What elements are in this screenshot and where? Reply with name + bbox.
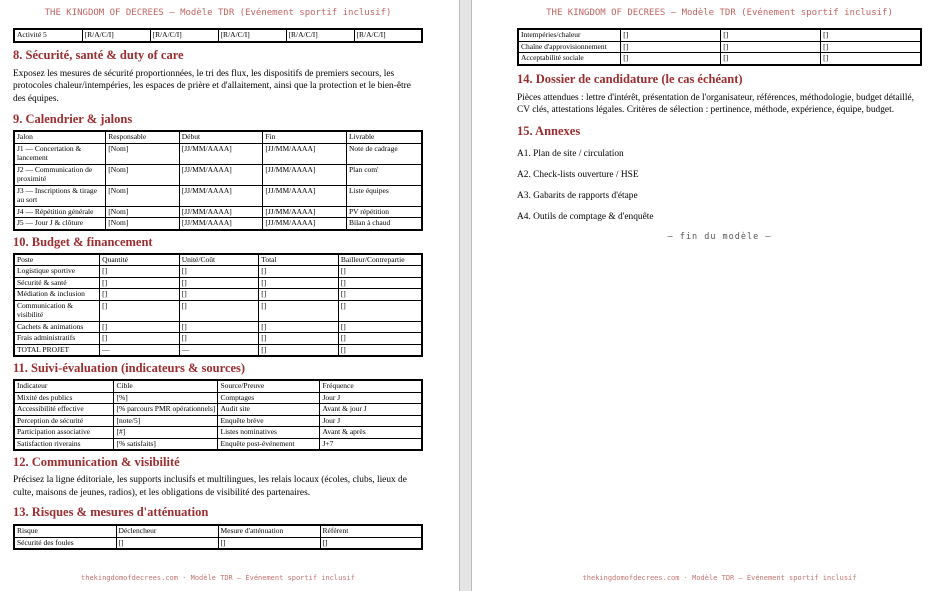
page-gap-divider	[459, 0, 472, 591]
table-cell: [JJ/MM/AAAA]	[179, 185, 263, 206]
table-header-cell: Poste	[14, 254, 100, 266]
table-cell: Communication & visibilité	[14, 300, 100, 321]
table-row	[14, 218, 422, 230]
document-page-right	[472, 0, 936, 591]
table-cell: Comptages	[218, 392, 320, 404]
table-cell: Audit site	[218, 404, 320, 416]
section-12-heading: 12. Communication & visibilité	[13, 455, 180, 469]
table-cell: []	[100, 300, 180, 321]
table-cell: [%]	[114, 392, 218, 404]
table-row	[14, 344, 422, 356]
table-cell: []	[621, 29, 721, 41]
table-cell: [Nom]	[106, 218, 179, 230]
table-cell: Mixité des publics	[14, 392, 114, 404]
table-cell: Sécurité & santé	[14, 277, 100, 289]
table-cell: []	[821, 53, 921, 65]
table-cell: []	[821, 41, 921, 53]
table-cell: [JJ/MM/AAAA]	[263, 206, 347, 218]
table-row	[14, 29, 422, 42]
table-cell: Sécurité des foules	[14, 537, 116, 549]
table-cell: [JJ/MM/AAAA]	[263, 143, 347, 164]
table-cell: Bilan à chaud	[346, 218, 422, 230]
table-cell: Médiation & inclusion	[14, 289, 100, 301]
table-cell: []	[338, 277, 422, 289]
table-header-row	[14, 131, 422, 143]
milestones-table	[13, 130, 423, 231]
section-12-body: Précisez la ligne éditoriale, les supports inclusifs et multilingues, les relais locaux (écoles, clubs, lieux de culte, maisons de jeunes, radios), et les obligations de visibilité des partenaires.	[13, 475, 407, 498]
table-cell: []	[259, 321, 339, 333]
table-row	[14, 392, 422, 404]
page-footer-left: thekingdomofdecrees.com · Modèle TDR — Événement sportif inclusif	[81, 574, 355, 582]
table-cell: Plan com'	[346, 164, 422, 185]
table-cell: J2 — Communication de proximité	[14, 164, 106, 185]
table-cell: Logistique sportive	[14, 266, 100, 278]
table-header-cell: Indicateur	[14, 380, 114, 392]
table-cell: [JJ/MM/AAAA]	[263, 164, 347, 185]
table-cell: [#]	[114, 427, 218, 439]
end-of-template-marker: — fin du modèle —	[667, 231, 772, 242]
table-row	[14, 289, 422, 301]
table-cell: []	[338, 289, 422, 301]
table-row	[14, 321, 422, 333]
table-cell: Cachets & animations	[14, 321, 100, 333]
budget-table	[13, 253, 423, 358]
table-row	[518, 41, 921, 53]
table-cell: Participation associative	[14, 427, 114, 439]
table-header-cell: Déclencheur	[116, 525, 218, 537]
table-header-row	[14, 380, 422, 392]
annex-item-a1: A1. Plan de site / circulation	[517, 148, 624, 159]
table-row	[14, 438, 422, 450]
table-cell: J+7	[320, 438, 422, 450]
table-cell: []	[320, 537, 422, 549]
table-cell: [% parcours PMR opérationnels]	[114, 404, 218, 416]
table-cell: Intempéries/chaleur	[518, 29, 621, 41]
table-cell: []	[259, 333, 339, 345]
table-cell: [JJ/MM/AAAA]	[179, 218, 263, 230]
table-cell: []	[621, 41, 721, 53]
table-header-row	[14, 525, 422, 537]
table-cell: [R/A/C/I]	[286, 29, 354, 42]
table-cell: Accessibilité effective	[14, 404, 114, 416]
table-header-cell: Fin	[263, 131, 347, 143]
table-cell: Satisfaction riverains	[14, 438, 114, 450]
table-row	[14, 206, 422, 218]
table-cell: []	[338, 344, 422, 356]
table-header-cell: Responsable	[106, 131, 179, 143]
table-cell: []	[721, 41, 821, 53]
table-cell: J5 — Jour J & clôture	[14, 218, 106, 230]
table-cell: [JJ/MM/AAAA]	[263, 218, 347, 230]
table-cell: TOTAL PROJET	[14, 344, 100, 356]
table-cell: Avant & jour J	[320, 404, 422, 416]
table-cell: Chaîne d'approvisionnement	[518, 41, 621, 53]
table-cell: [R/A/C/I]	[354, 29, 422, 42]
table-row	[14, 277, 422, 289]
page-header-left: THE KINGDOM OF DECREES — Modèle TDR (Evénement sportif inclusif)	[44, 8, 392, 18]
table-cell: []	[100, 277, 180, 289]
table-header-cell: Référent	[320, 525, 422, 537]
table-row	[14, 143, 422, 164]
table-cell: []	[100, 266, 180, 278]
table-cell: Enquête post-événement	[218, 438, 320, 450]
monitoring-table	[13, 379, 423, 451]
section-14-body: Pièces attendues : lettre d'intérêt, présentation de l'organisateur, références, méthodologie, budget détaillé, CV clés, attestations légales. Critères de sélection : pertinence, méthode, expérience, équipe, budget.	[517, 92, 914, 115]
table-row	[14, 537, 422, 549]
table-cell: Note de cadrage	[346, 143, 422, 164]
table-header-cell: Bailleur/Contrepartie	[338, 254, 422, 266]
page-header-right: THE KINGDOM OF DECREES — Modèle TDR (Evénement sportif inclusif)	[546, 8, 893, 18]
table-cell: []	[100, 321, 180, 333]
table-cell: []	[259, 266, 339, 278]
table-row	[14, 415, 422, 427]
table-cell: Frais administratifs	[14, 333, 100, 345]
table-row	[14, 266, 422, 278]
table-cell: Jour J	[320, 415, 422, 427]
risks-table	[13, 524, 423, 550]
table-cell: []	[338, 333, 422, 345]
table-cell: Avant & après	[320, 427, 422, 439]
section-8-heading: 8. Sécurité, santé & duty of care	[13, 47, 184, 62]
table-cell: [% satisfaits]	[114, 438, 218, 450]
table-header-cell: Fréquence	[320, 380, 422, 392]
section-15-heading: 15. Annexes	[517, 123, 581, 138]
annex-item-a2: A2. Check-lists ouverture / HSE	[517, 169, 639, 180]
table-cell: —	[179, 344, 259, 356]
table-cell: [Nom]	[106, 164, 179, 185]
table-cell: []	[179, 266, 259, 278]
table-cell: J1 — Concertation & lancement	[14, 143, 106, 164]
table-header-row	[14, 254, 422, 266]
table-cell: []	[116, 537, 218, 549]
table-header-cell: Quantité	[100, 254, 180, 266]
section-10-heading: 10. Budget & financement	[13, 234, 153, 249]
table-header-cell: Jalon	[14, 131, 106, 143]
table-cell: []	[259, 289, 339, 301]
table-cell: Activité 5	[14, 29, 82, 42]
table-cell: []	[179, 277, 259, 289]
table-header-cell: Mesure d'atténuation	[218, 525, 320, 537]
document-page-left	[0, 0, 459, 591]
annex-item-a4: A4. Outils de comptage & d'enquête	[517, 211, 654, 222]
section-11-heading: 11. Suivi-évaluation (indicateurs & sources)	[13, 361, 246, 375]
table-cell: J4 — Répétition générale	[14, 206, 106, 218]
section-14-heading: 14. Dossier de candidature (le cas échéant)	[517, 71, 743, 86]
risks-table-continued	[517, 28, 922, 66]
table-cell: Liste équipes	[346, 185, 422, 206]
table-cell: [JJ/MM/AAAA]	[179, 164, 263, 185]
table-cell: —	[100, 344, 180, 356]
table-cell: []	[721, 53, 821, 65]
table-cell: []	[179, 321, 259, 333]
table-cell: []	[338, 321, 422, 333]
table-row	[14, 427, 422, 439]
section-8-body: Exposez les mesures de sécurité proportionnées, le tri des flux, les dispositifs de premiers secours, les protocoles chaleur/intempéries, les espaces de prière et d'allaitement, ainsi que la protection et le bien-être des équipes.	[13, 68, 411, 104]
table-cell: Listes nominatives	[218, 427, 320, 439]
table-cell: [Nom]	[106, 185, 179, 206]
table-cell: []	[100, 289, 180, 301]
table-header-cell: Unité/Coût	[179, 254, 259, 266]
table-cell: []	[100, 333, 180, 345]
table-cell: []	[259, 344, 339, 356]
table-cell: []	[179, 300, 259, 321]
table-cell: []	[259, 277, 339, 289]
table-cell: [R/A/C/I]	[218, 29, 286, 42]
section-9-heading: 9. Calendrier & jalons	[13, 112, 133, 126]
table-cell: [Nom]	[106, 206, 179, 218]
table-cell: [JJ/MM/AAAA]	[179, 143, 263, 164]
table-header-cell: Total	[259, 254, 339, 266]
table-cell: Enquête brève	[218, 415, 320, 427]
table-cell: [Nom]	[106, 143, 179, 164]
table-cell: Acceptabilité sociale	[518, 53, 621, 65]
table-header-cell: Début	[179, 131, 263, 143]
table-cell: []	[259, 300, 339, 321]
table-row	[14, 300, 422, 321]
table-cell: [JJ/MM/AAAA]	[179, 206, 263, 218]
page-footer-right: thekingdomofdecrees.com · Modèle TDR — Événement sportif inclusif	[582, 574, 857, 582]
table-cell: [JJ/MM/AAAA]	[263, 185, 347, 206]
annex-item-a3: A3. Gabarits de rapports d'étape	[517, 190, 638, 201]
table-row	[518, 53, 921, 65]
table-cell: J3 — Inscriptions & tirage au sort	[14, 185, 106, 206]
table-cell: []	[621, 53, 721, 65]
table-cell: []	[338, 266, 422, 278]
table-header-cell: Source/Preuve	[218, 380, 320, 392]
table-header-cell: Cible	[114, 380, 218, 392]
table-row	[14, 333, 422, 345]
table-cell: []	[821, 29, 921, 41]
table-header-cell: Livrable	[346, 131, 422, 143]
table-header-cell: Risque	[14, 525, 116, 537]
table-cell: [R/A/C/I]	[150, 29, 218, 42]
table-cell: []	[218, 537, 320, 549]
table-cell: PV répétition	[346, 206, 422, 218]
table-row	[14, 185, 422, 206]
table-cell: Perception de sécurité	[14, 415, 114, 427]
table-cell: []	[179, 289, 259, 301]
table-cell: []	[338, 300, 422, 321]
table-cell: []	[721, 29, 821, 41]
table-row	[14, 164, 422, 185]
table-row	[518, 29, 921, 41]
table-cell: []	[179, 333, 259, 345]
table-cell: [R/A/C/I]	[82, 29, 150, 42]
section-13-heading: 13. Risques & mesures d'atténuation	[13, 505, 209, 519]
table-cell: [note/5]	[114, 415, 218, 427]
table-row	[14, 404, 422, 416]
table-cell: Jour J	[320, 392, 422, 404]
raci-activity-table	[13, 28, 423, 43]
